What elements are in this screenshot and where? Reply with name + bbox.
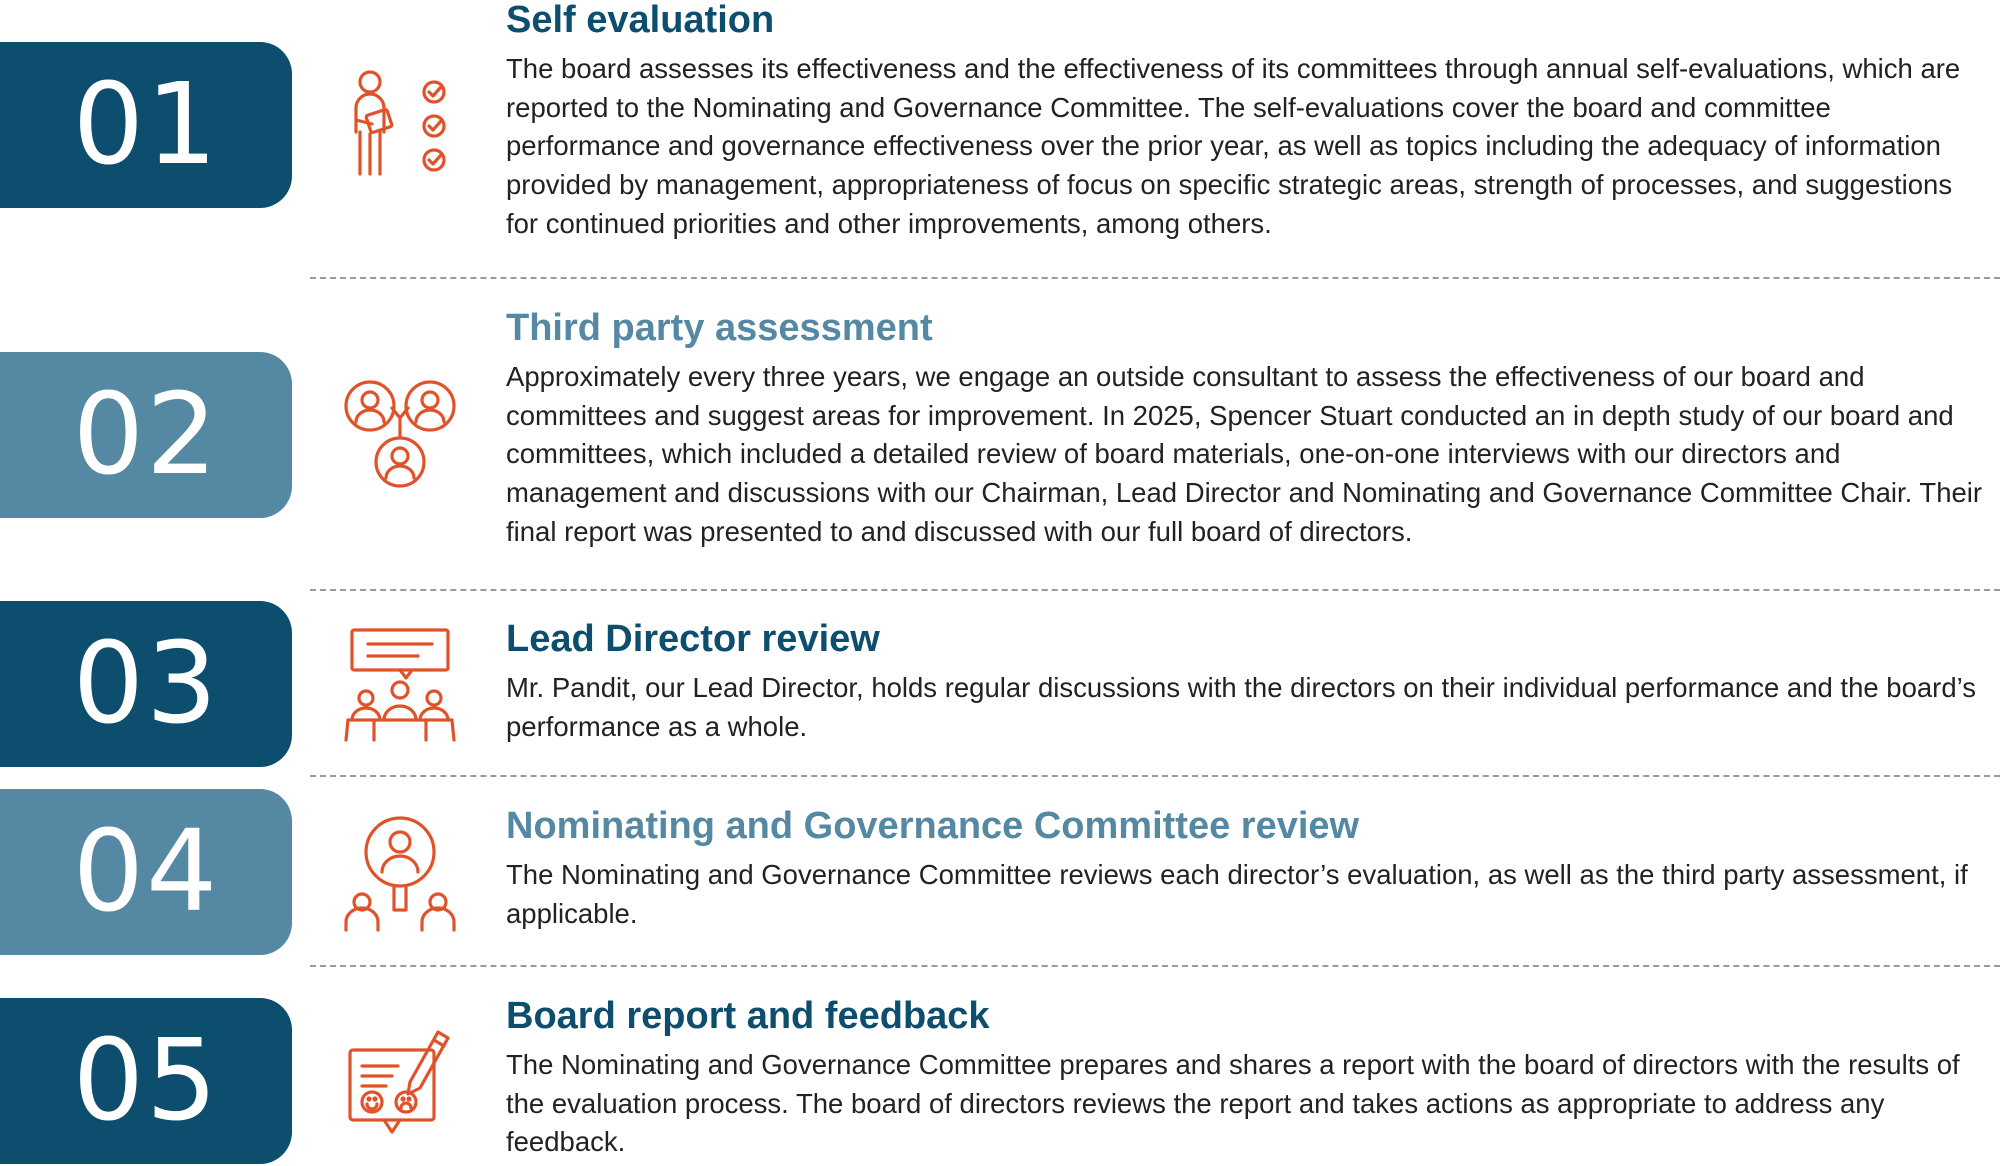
step-body-04: The Nominating and Governance Committee reviews each director’s evaluation, as well as the third party assessment, if applicable. — [506, 859, 1968, 929]
step-number-badge-05 — [0, 998, 292, 1164]
step-number-05: 05 — [72, 1016, 220, 1146]
step-title-05: Board report and feedback — [506, 995, 990, 1037]
step-number-badge-02 — [0, 352, 292, 518]
step-body-05: The Nominating and Governance Committee prepares and shares a report with the board of directors with the results of the evaluation process. The board of directors reviews the report and takes actions as appropriate to address any feedback. — [506, 1049, 1960, 1158]
step-body-02: Approximately every three years, we engage an outside consultant to assess the effectiveness of our board and committees and suggest areas for improvement. In 2025, Spencer Stuart conducted an in depth study of our board and committees, which included a detailed review of board materials, one-on-one interviews with our directors and management and discussions with our Chairman, Lead Director and Nominating and Governance Committee Chair. Their final report was presented to and discussed with our full board of directors. — [506, 361, 1983, 547]
step-title-03: Lead Director review — [506, 618, 880, 660]
step-number-02: 02 — [72, 370, 220, 500]
step-body-01: The board assesses its effectiveness and the effectiveness of its committees through annual self-evaluations, which are reported to the Nominating and Governance Committee. The self-evaluations cover the board and committee performance and governance effectiveness over the prior year, as well as topics including the adequacy of information provided by management, appropriateness of focus on specific strategic areas, strength of processes, and suggestions for continued priorities and other improvements, among others. — [506, 53, 1961, 239]
step-number-badge-04 — [0, 789, 292, 955]
feedback-report-icon — [338, 1020, 462, 1144]
step-number-01: 01 — [72, 60, 220, 190]
connected-people-icon — [338, 372, 462, 496]
step-body-03: Mr. Pandit, our Lead Director, holds regular discussions with the directors on their individual performance and the board’s performance as a whole. — [506, 672, 1977, 742]
section-divider — [310, 589, 2000, 591]
clipboard-checklist-icon — [338, 62, 462, 186]
step-number-badge-03 — [0, 601, 292, 767]
section-divider — [310, 775, 2000, 777]
meeting-discussion-icon — [338, 622, 462, 746]
magnifier-candidate-icon — [338, 810, 462, 934]
step-title-04: Nominating and Governance Committee review — [506, 805, 1360, 847]
step-title-02: Third party assessment — [506, 307, 933, 349]
step-number-04: 04 — [72, 807, 220, 937]
step-title-01: Self evaluation — [506, 0, 775, 41]
step-number-badge-01 — [0, 42, 292, 208]
section-divider — [310, 277, 2000, 279]
step-number-03: 03 — [72, 619, 220, 749]
section-divider — [310, 965, 2000, 967]
